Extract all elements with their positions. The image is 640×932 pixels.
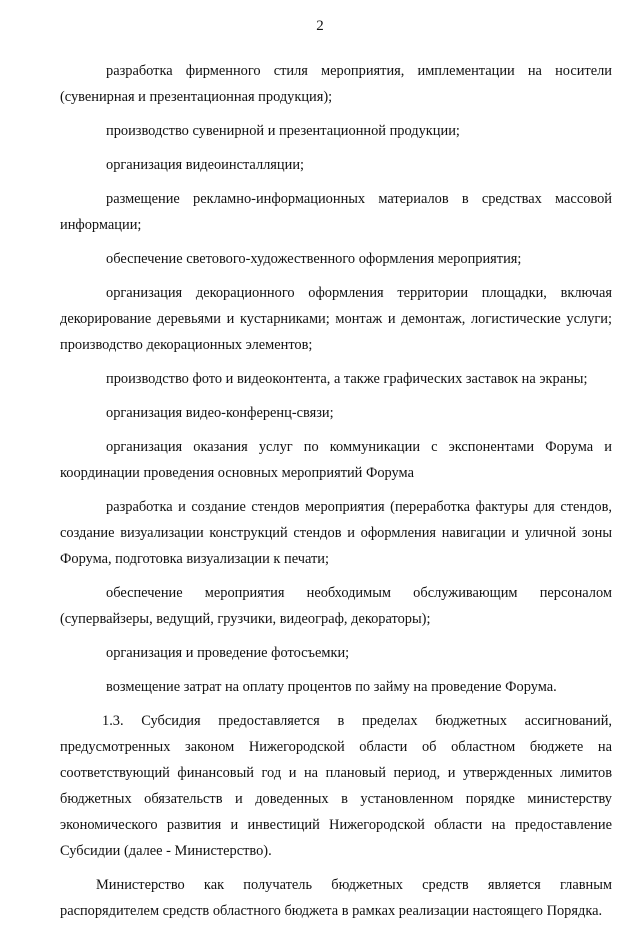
list-item: организация видео-конференц-связи;: [106, 405, 334, 421]
list-item: разработка фирменного стиля мероприятия, имплементации на носители (сувенирная и презентационная продукция);: [60, 63, 612, 105]
list-item: производство сувенирной и презентационной продукции;: [106, 123, 460, 139]
section-paragraph: 1.3. Субсидия предоставляется в пределах бюджетных ассигнований, предусмотренных законом Нижегородской области об областном бюджете на соответствующий финансовый год и на плановый период, и утвержденных лимитов бюджетных обязательств и доведенных в установленном порядке министерству экономического развития и инвестиций Нижегородской области на предоставление Субсидии (далее - Министерство).: [60, 713, 612, 859]
list-item: организация видеоинсталляции;: [106, 157, 305, 173]
list-item: организация и проведение фотосъемки;: [106, 645, 350, 661]
list-item: размещение рекламно-информационных материалов в средствах массовой информации;: [60, 191, 612, 233]
list-item: обеспечение мероприятия необходимым обслуживающим персоналом (супервайзеры, ведущий, грузчики, видеограф, декораторы);: [60, 585, 612, 627]
document-body: [60, 58, 612, 932]
list-item: обеспечение светового-художественного оформления мероприятия;: [106, 251, 522, 267]
list-item: производство фото и видеоконтента, а также графических заставок на экраны;: [106, 371, 588, 387]
page-number: 2: [316, 18, 324, 34]
list-item: организация декорационного оформления территории площадки, включая декорирование деревьями и кустарниками; монтаж и демонтаж, логистические услуги; производство декорационных элементов;: [60, 285, 612, 353]
list-item: возмещение затрат на оплату процентов по займу на проведение Форума.: [106, 679, 557, 695]
body-paragraph: Министерство как получатель бюджетных средств является главным распорядителем средств областного бюджета в рамках реализации настоящего Порядка.: [60, 877, 612, 919]
list-item: организация оказания услуг по коммуникации с экспонентами Форума и координации проведения основных мероприятий Форума: [60, 439, 612, 481]
list-item: разработка и создание стендов мероприятия (переработка фактуры для стендов, создание визуализации конструкций стендов и оформления навигации и уличной зоны Форума, подготовка визуализации к печати;: [60, 499, 612, 567]
